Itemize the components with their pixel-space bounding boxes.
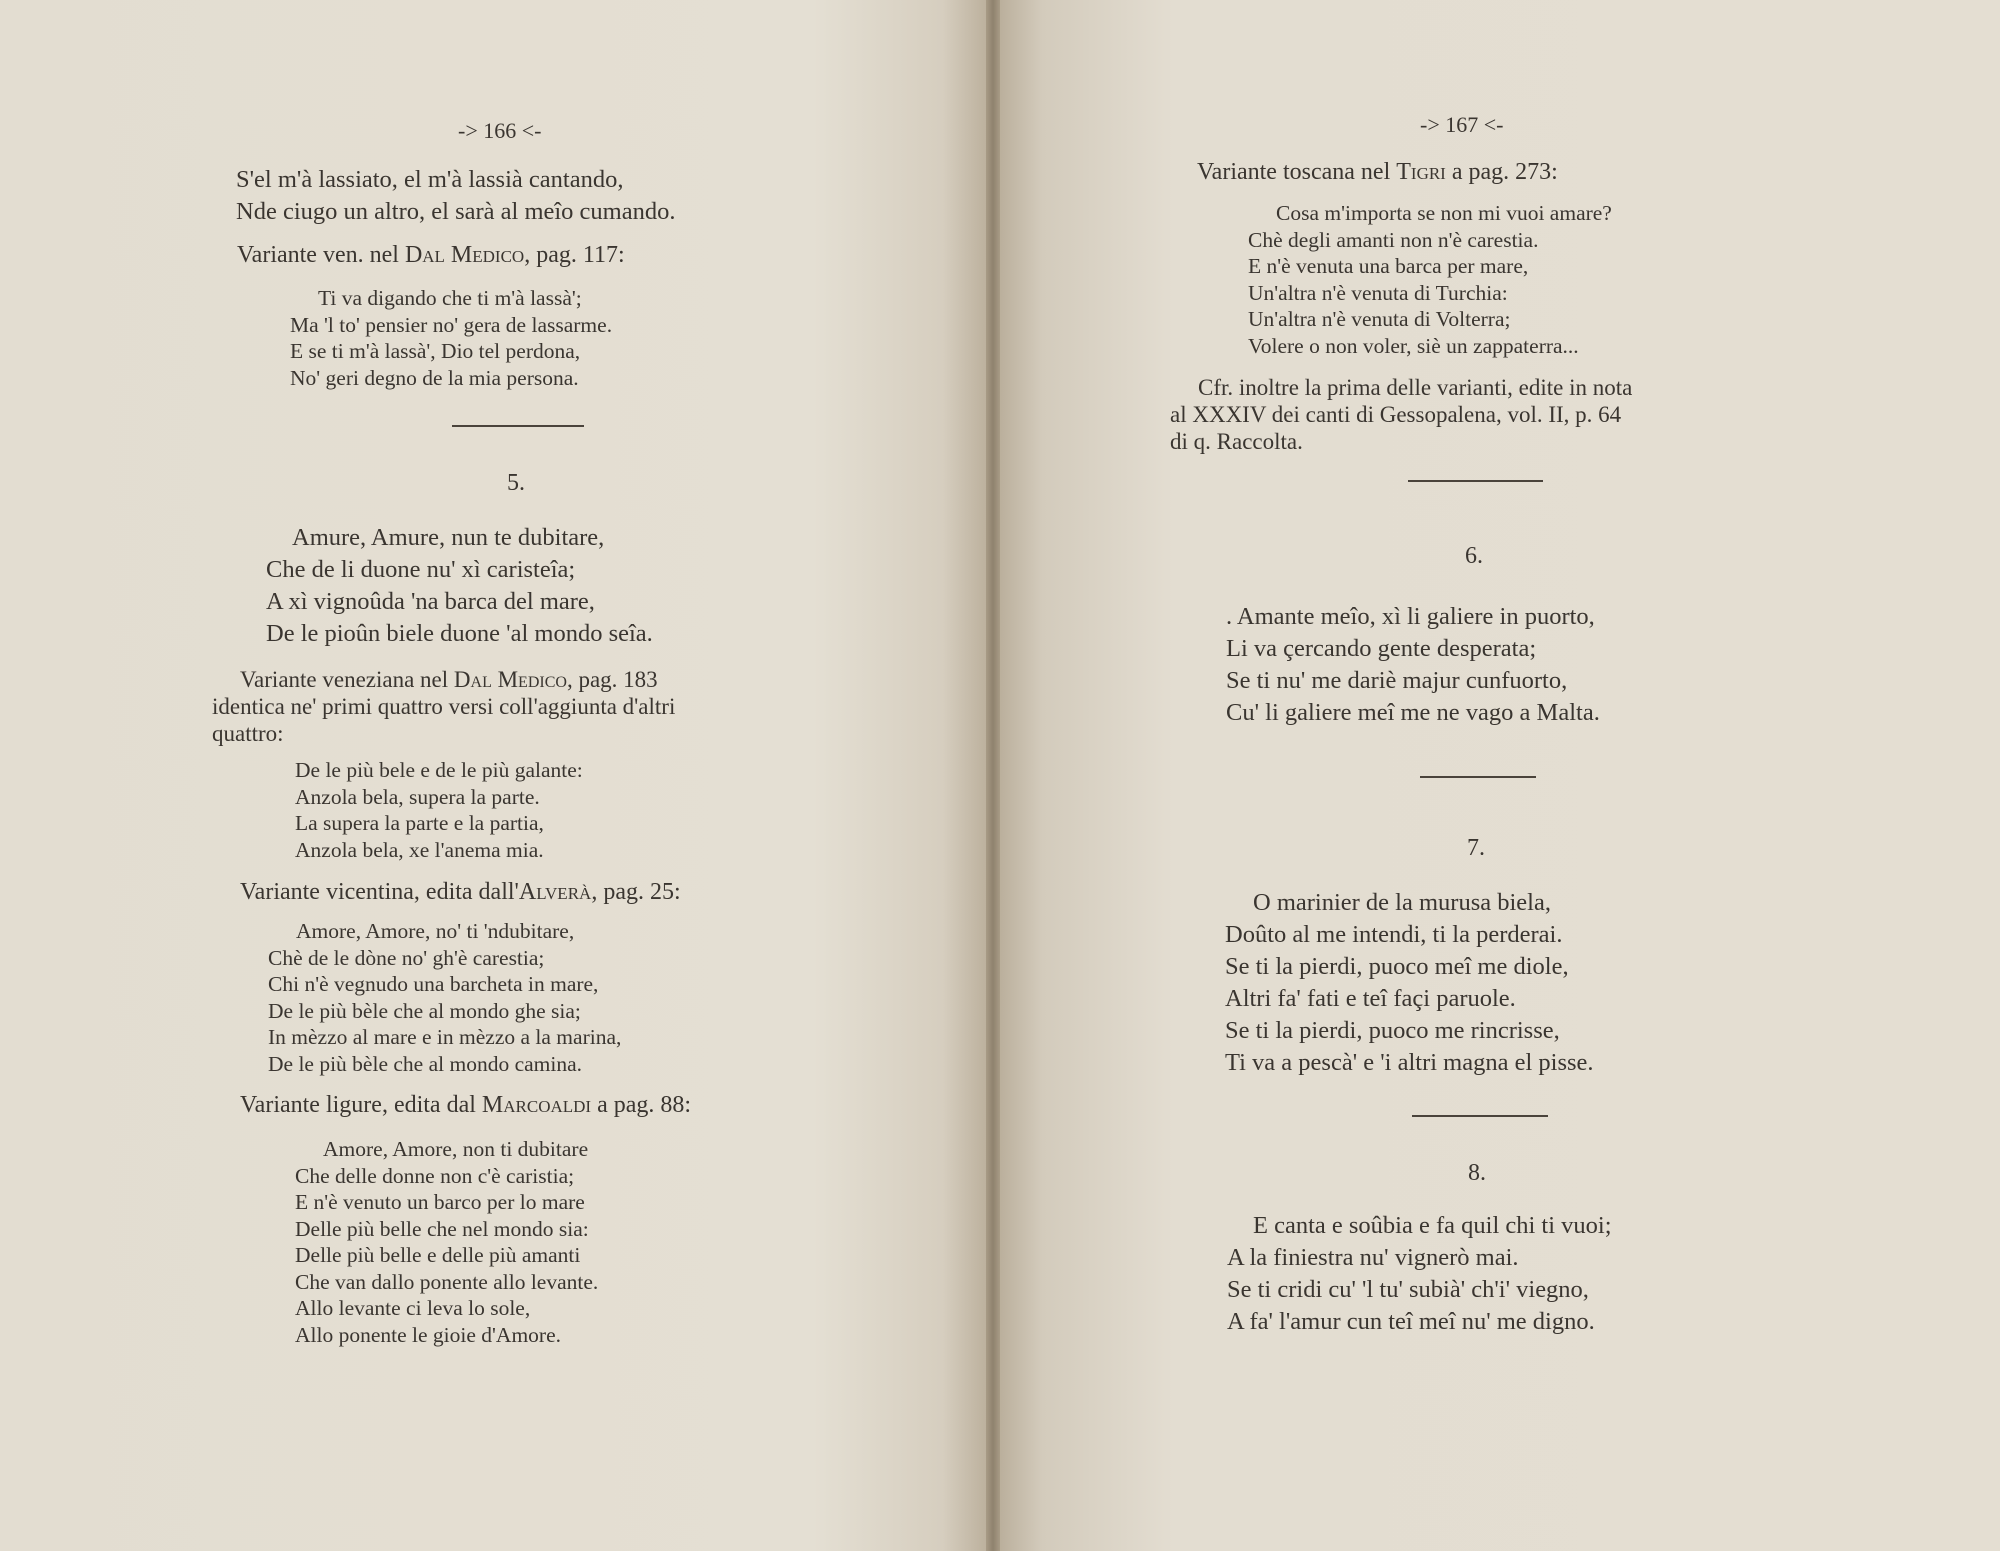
author-name: Dal Medico [404,242,525,268]
variant-paragraph [212,666,675,747]
verse-line: Se ti nu' me dariè majur cunfuorto, [1226,667,1568,694]
right-folio: -> 167 <- [1420,112,1504,137]
verse-line: Che van dallo ponente allo levante. [295,1269,599,1294]
verse-line: In mèzzo al mare e in mèzzo a la marina, [268,1025,622,1049]
verse-line: Che delle donne non c'è caristia; [295,1163,575,1188]
verse-line: De le pioûn biele duone 'al mondo seîa. [266,620,653,647]
verse-line: Chè de le dòne no' gh'è carestia; [268,945,545,970]
paragraph-line: Variante veneziana nel Dal Medico, pag. 183 [240,667,658,692]
verse-line: Cu' li galiere meî me ne vago a Malta. [1226,699,1600,726]
section-number: 7. [1467,835,1485,861]
paragraph-line: al XXXIV dei canti di Gessopalena, vol. II, p. 64 [1170,402,1622,427]
verse-line: E se ti m'à lassà', Dio tel perdona, [290,339,581,363]
variant-verse [268,918,621,1077]
verse-line: Li va çercando gente desperata; [1226,635,1537,662]
song-verse [266,522,653,650]
verse-line: Allo ponente le gioie d'Amore. [295,1322,561,1347]
variant-heading: Variante vicentina, edita dall'Alverà, pag. 25: [240,879,681,905]
author-name: Marcoaldi [481,1092,592,1118]
verse-line: Anzola bela, supera la parte. [295,784,540,809]
verse-line: Ma 'l to' pensier no' gera de lassarme. [290,312,613,337]
verse-line: De le più bèle che al mondo camina. [268,1051,583,1076]
verse-line: O marinier de la murusa biela, [1253,889,1551,916]
verse-line: Se ti cridi cu' 'l tu' subià' ch'i' viegno, [1227,1276,1589,1303]
verse-line: Anzola bela, xe l'anema mia. [295,837,544,862]
verse-line: No' geri degno de la mia persona. [290,365,579,390]
paragraph-line: quattro: [212,721,284,746]
verse-line: Volere o non voler, siè un zappaterra... [1248,333,1579,358]
verse-line: . Amante meîo, xì li galiere in puorto, [1226,603,1595,630]
verse-line: Che de li duone nu' xì caristeîa; [266,556,576,583]
section-divider [452,425,584,427]
verse-line: Altri fa' fati e teî façi paruole. [1225,985,1516,1012]
verse-line: Amore, Amore, no' ti 'ndubitare, [296,919,575,943]
verse-line: Nde ciugo un altro, el sarà al meîo cumando. [236,198,676,225]
left-folio: -> 166 <- [458,118,542,143]
author-name: Dal Medico [453,667,567,692]
verse-line: A fa' l'amur cun teî meî nu' me digno. [1227,1308,1595,1335]
verse-line: Delle più belle e delle più amanti [295,1243,581,1267]
author-name: Alverà [518,879,592,905]
verse-line: S'el m'à lassiato, el m'à lassià cantando, [236,166,624,193]
verse-line: Un'altra n'è venuta di Turchia: [1248,280,1508,305]
verse-line: Delle più belle che nel mondo sia: [295,1216,589,1241]
verse-line: Se ti la pierdi, puoco me rincrisse, [1225,1017,1560,1044]
variant-verse [1248,200,1612,359]
variant-verse [295,1136,598,1348]
verse-line: A xì vignoûda 'na barca del mare, [266,588,595,615]
paragraph-line: Cfr. inoltre la prima delle varianti, edite in nota [1198,375,1633,400]
book-spine [986,0,1000,1551]
verse-line: Se ti la pierdi, puoco meî me diole, [1225,953,1569,980]
verse-line: Amore, Amore, non ti dubitare [323,1137,589,1161]
paragraph-line: di q. Raccolta. [1170,429,1303,454]
song-verse [1225,887,1594,1079]
verse-line: Ti va a pescà' e 'i altri magna el pisse. [1225,1049,1594,1076]
top-verse [236,164,676,228]
variant-heading: Variante ven. nel Dal Medico, pag. 117: [237,242,625,268]
verse-line: De le più bele e de le più galante: [295,758,583,782]
song-verse [1226,601,1600,729]
section-divider [1408,480,1543,482]
verse-line: Chè degli amanti non n'è carestia. [1248,227,1539,252]
verse-line: Doûto al me intendi, ti la perderai. [1225,921,1563,948]
verse-line: E n'è venuta una barca per mare, [1248,254,1529,278]
section-number: 6. [1465,543,1483,569]
song-verse [1227,1210,1612,1338]
section-number: 5. [507,470,525,496]
verse-line: Un'altra n'è venuta di Volterra; [1248,307,1511,331]
section-number: 8. [1468,1160,1486,1186]
verse-line: E n'è venuto un barco per lo mare [295,1190,585,1214]
verse-line: De le più bèle che al mondo ghe sia; [268,998,581,1023]
section-divider [1420,776,1536,778]
verse-line: Cosa m'importa se non mi vuoi amare? [1276,201,1612,225]
author-name: Tigri [1396,159,1446,185]
verse-line: Amure, Amure, nun te dubitare, [292,524,605,551]
section-divider [1412,1115,1548,1117]
verse-line: E canta e soûbia e fa quil chi ti vuoi; [1253,1212,1612,1239]
verse-line: A la finiestra nu' vignerò mai. [1227,1244,1519,1271]
verse-line: Ti va digando che ti m'à lassà'; [318,286,582,310]
verse-line: La supera la parte e la partia, [295,811,544,835]
cfr-paragraph [1170,374,1632,455]
verse-line: Chi n'è vegnudo una barcheta in mare, [268,972,599,996]
variant-heading: Variante ligure, edita dal Marcoaldi a pag. 88: [240,1092,692,1118]
paragraph-line: identica ne' primi quattro versi coll'aggiunta d'altri [212,694,676,719]
variant-heading: Variante toscana nel Tigri a pag. 273: [1197,159,1558,185]
verse-line: Allo levante ci leva lo sole, [295,1296,531,1320]
variant-verse [295,757,583,863]
variant-verse [290,285,612,391]
